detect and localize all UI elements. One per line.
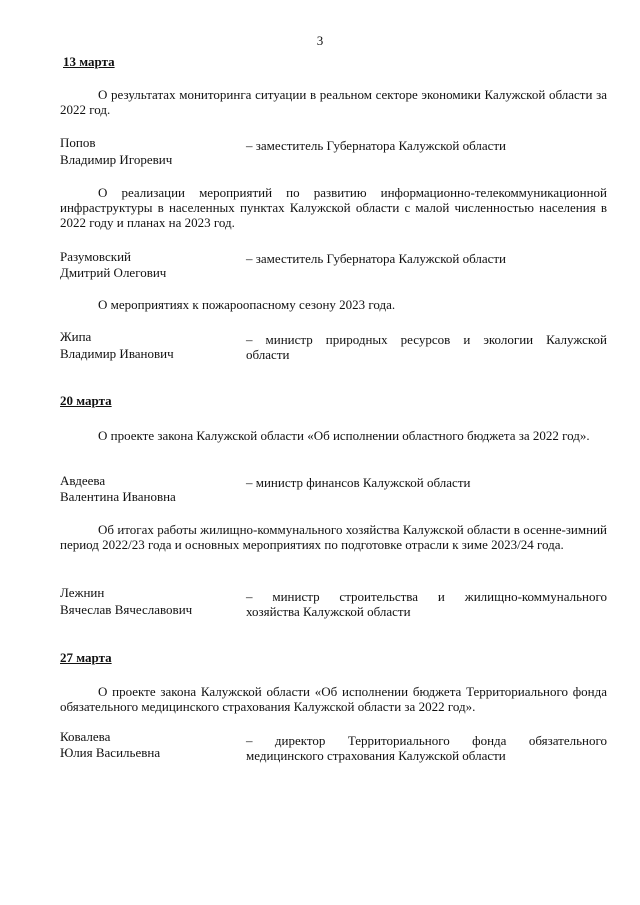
speaker-first-name: Юлия Васильевна xyxy=(60,745,161,760)
agenda-topic: О реализации мероприятий по развитию информационно-телекоммуникационной инфраструктуры в населенных пунктах Калужской области с малой численностью населения в 2022 году и планах на 2023 год. xyxy=(60,185,607,230)
speaker-role xyxy=(246,589,607,619)
speaker-role-line: хозяйства Калужской области xyxy=(246,604,411,619)
speaker-role-line: области xyxy=(246,347,290,362)
speaker-last-name: Авдеева xyxy=(60,473,106,488)
section-date: 27 марта xyxy=(60,650,112,665)
speaker-last-name: Попов xyxy=(60,135,96,150)
speaker-last-name: Лежнин xyxy=(60,585,105,600)
speaker-role xyxy=(246,332,607,362)
speaker-first-name: Владимир Игоревич xyxy=(60,152,173,167)
speaker-last-name: Ковалева xyxy=(60,729,111,744)
speaker-role-line: – министр природных ресурсов и экологии Калужской xyxy=(246,332,607,347)
speaker-first-name: Дмитрий Олегович xyxy=(60,265,167,280)
speaker-role: – заместитель Губернатора Калужской области xyxy=(246,251,507,266)
agenda-topic: О результатах мониторинга ситуации в реальном секторе экономики Калужской области за 2022 год. xyxy=(60,87,607,117)
section-date: 13 марта xyxy=(63,54,115,69)
speaker-role-line: медицинского страхования Калужской области xyxy=(246,748,506,763)
speaker-role: – министр финансов Калужской области xyxy=(246,475,471,490)
agenda-topic: О проекте закона Калужской области «Об исполнении областного бюджета за 2022 год». xyxy=(98,428,590,443)
speaker-role xyxy=(246,733,607,763)
speaker-role-line: – министр строительства и жилищно-коммунального xyxy=(246,589,607,604)
speaker-first-name: Валентина Ивановна xyxy=(60,489,176,504)
speaker-last-name: Разумовский xyxy=(60,249,131,264)
page-number: 3 xyxy=(316,33,324,48)
speaker-role: – заместитель Губернатора Калужской области xyxy=(246,138,507,153)
speaker-last-name: Жипа xyxy=(60,329,92,344)
speaker-first-name: Владимир Иванович xyxy=(60,346,174,361)
agenda-topic: Об итогах работы жилищно-коммунального хозяйства Калужской области в осенне-зимний период 2022/23 года и основных мероприятиях по подготовке отрасли к зиме 2023/24 года. xyxy=(60,522,607,552)
speaker-first-name: Вячеслав Вячеславович xyxy=(60,602,193,617)
agenda-topic: О проекте закона Калужской области «Об исполнении бюджета Территориального фонда обязательного медицинского страхования Калужской области за 2022 год». xyxy=(60,684,607,714)
speaker-role-line: – директор Территориального фонда обязательного xyxy=(246,733,607,748)
section-date: 20 марта xyxy=(60,393,112,408)
agenda-topic: О мероприятиях к пожароопасному сезону 2023 года. xyxy=(98,297,396,312)
